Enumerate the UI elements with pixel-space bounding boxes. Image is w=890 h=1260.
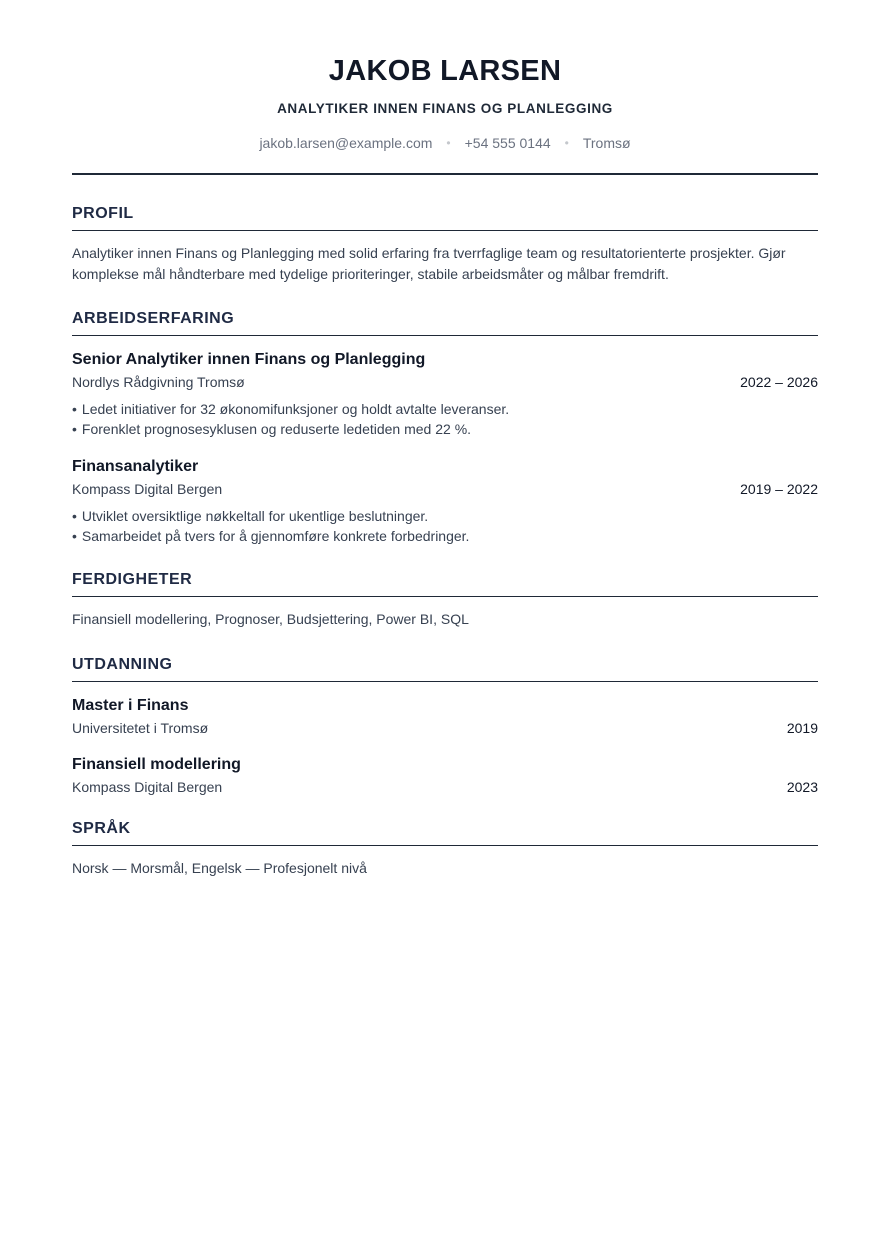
languages-section bbox=[72, 819, 818, 879]
section-heading-education: UTDANNING bbox=[72, 655, 818, 682]
job-bullets bbox=[72, 399, 818, 439]
bullet-item: • Samarbeidet på tvers for å gjennomføre konkrete forbedringer. bbox=[72, 528, 470, 544]
job-employer: Kompass Digital Bergen bbox=[72, 481, 223, 497]
job-title: Senior Analytiker innen Finans og Planlegging bbox=[72, 351, 426, 368]
experience-entry bbox=[72, 350, 818, 439]
job-meta bbox=[72, 373, 818, 391]
bullet-text: Ledet initiativer for 32 økonomifunksjoner og holdt avtalte leveranser. bbox=[81, 401, 510, 417]
section-heading-languages: SPRÅK bbox=[72, 819, 818, 846]
skills-section bbox=[72, 570, 818, 630]
bullet-text: Samarbeidet på tvers for å gjennomføre konkrete forbedringer. bbox=[81, 528, 470, 544]
degree-title: Master i Finans bbox=[72, 697, 189, 714]
profile-text: Analytiker innen Finans og Planlegging med solid erfaring fra tverrfaglige team og resultatorienterte prosjekter. Gjør komplekse mål håndterbare med tydelige prioriteringer, stabile arbeidsmåter og målbar fremdrift. bbox=[72, 245, 786, 282]
bullet-text: Utviklet oversiktlige nøkkeltall for ukentlige beslutninger. bbox=[81, 508, 429, 524]
education-entry bbox=[72, 696, 818, 737]
job-bullets bbox=[72, 506, 818, 546]
resume-header bbox=[72, 0, 818, 175]
contact-phone[interactable]: +54 555 0144 bbox=[464, 135, 551, 151]
contact-separator: • bbox=[446, 136, 451, 150]
section-heading-skills: FERDIGHETER bbox=[72, 570, 818, 597]
contact-email[interactable]: jakob.larsen@example.com bbox=[259, 135, 433, 151]
job-dates: 2022 – 2026 bbox=[740, 374, 818, 390]
institution: Kompass Digital Bergen bbox=[72, 779, 223, 795]
section-heading-experience: ARBEIDSERFARING bbox=[72, 309, 818, 336]
languages-text: Norsk — Morsmål, Engelsk — Profesjonelt nivå bbox=[72, 860, 367, 876]
section-heading-profile: PROFIL bbox=[72, 204, 818, 231]
bullet-item: • Ledet initiativer for 32 økonomifunksjoner og holdt avtalte leveranser. bbox=[72, 401, 510, 417]
header-divider bbox=[72, 173, 818, 175]
job-title: Finansanalytiker bbox=[72, 458, 199, 475]
job-dates: 2019 – 2022 bbox=[740, 481, 818, 497]
job-meta bbox=[72, 480, 818, 498]
education-meta bbox=[72, 778, 818, 796]
bullet-item: • Utviklet oversiktlige nøkkeltall for ukentlige beslutninger. bbox=[72, 508, 429, 524]
education-year: 2019 bbox=[786, 720, 818, 736]
bullet-text: Forenklet prognosesyklusen og reduserte ledetiden med 22 %. bbox=[81, 421, 472, 437]
candidate-name: JAKOB LARSEN bbox=[328, 55, 562, 87]
experience-entry bbox=[72, 457, 818, 546]
contact-line bbox=[72, 134, 818, 152]
education-year: 2023 bbox=[786, 779, 818, 795]
experience-section bbox=[72, 309, 818, 546]
education-meta bbox=[72, 719, 818, 737]
degree-title: Finansiell modellering bbox=[72, 756, 241, 773]
education-section bbox=[72, 655, 818, 796]
contact-city: Tromsø bbox=[582, 135, 631, 151]
education-entry bbox=[72, 755, 818, 796]
contact-separator: • bbox=[564, 136, 569, 150]
profile-section bbox=[72, 204, 818, 285]
skills-text: Finansiell modellering, Prognoser, Budsjettering, Power BI, SQL bbox=[72, 611, 469, 627]
bullet-item: • Forenklet prognosesyklusen og reduserte ledetiden med 22 %. bbox=[72, 421, 472, 437]
candidate-title: ANALYTIKER INNEN FINANS OG PLANLEGGING bbox=[277, 101, 613, 116]
job-employer: Nordlys Rådgivning Tromsø bbox=[72, 374, 245, 390]
institution: Universitetet i Tromsø bbox=[72, 720, 209, 736]
